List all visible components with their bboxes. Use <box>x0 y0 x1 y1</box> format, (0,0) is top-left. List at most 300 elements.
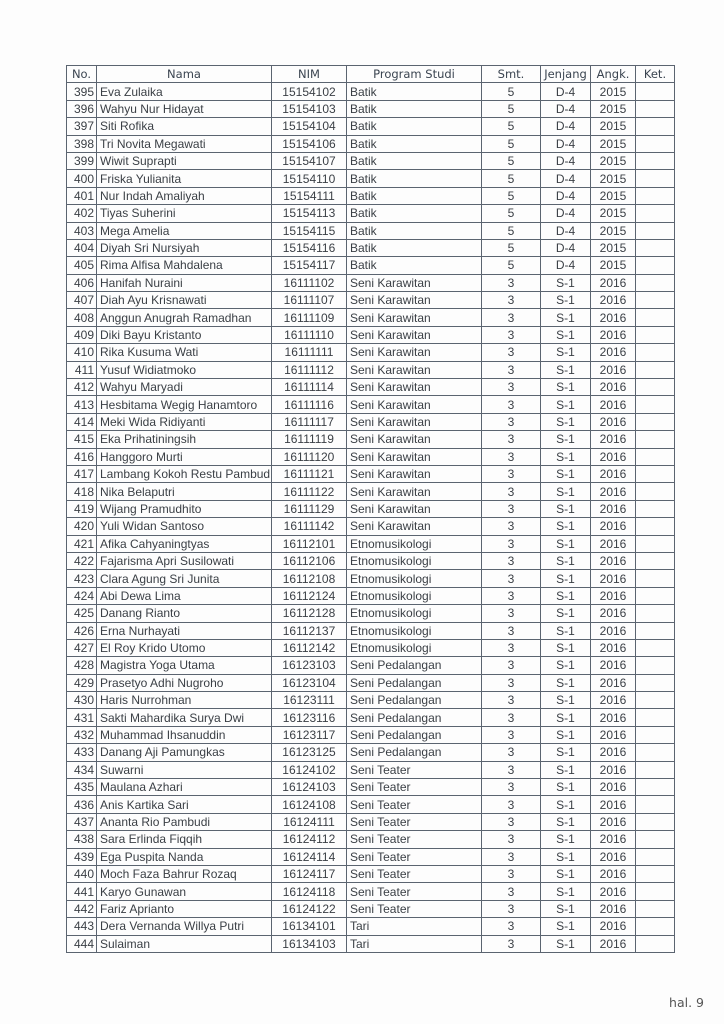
cell-program-studi: Seni Karawitan <box>347 431 482 448</box>
cell-program-studi: Etnomusikologi <box>347 535 482 552</box>
cell-smt: 3 <box>482 831 541 848</box>
cell-nama: Wahyu Nur Hidayat <box>97 100 272 117</box>
cell-angkatan: 2016 <box>591 309 636 326</box>
cell-nama: Maulana Azhari <box>97 779 272 796</box>
cell-keterangan <box>636 465 675 482</box>
cell-nama: Meki Wida Ridiyanti <box>97 413 272 430</box>
cell-nama: Karyo Gunawan <box>97 883 272 900</box>
cell-program-studi: Batik <box>347 118 482 135</box>
table-row <box>67 657 675 674</box>
cell-nim: 16124117 <box>272 865 347 882</box>
cell-angkatan: 2016 <box>591 761 636 778</box>
cell-nama: Muhammad Ihsanuddin <box>97 726 272 743</box>
cell-jenjang: D-4 <box>541 222 591 239</box>
cell-no: 409 <box>67 326 97 343</box>
cell-no: 397 <box>67 118 97 135</box>
cell-nim: 16111142 <box>272 518 347 535</box>
cell-smt: 3 <box>482 848 541 865</box>
cell-nama: Danang Rianto <box>97 605 272 622</box>
cell-jenjang: D-4 <box>541 135 591 152</box>
cell-angkatan: 2016 <box>591 657 636 674</box>
cell-nim: 16111111 <box>272 344 347 361</box>
cell-no: 399 <box>67 152 97 169</box>
cell-no: 400 <box>67 170 97 187</box>
cell-jenjang: S-1 <box>541 900 591 917</box>
cell-keterangan <box>636 413 675 430</box>
cell-no: 408 <box>67 309 97 326</box>
cell-nim: 16111107 <box>272 292 347 309</box>
cell-nama: Nika Belaputri <box>97 483 272 500</box>
cell-keterangan <box>636 883 675 900</box>
cell-keterangan <box>636 935 675 952</box>
cell-program-studi: Seni Karawitan <box>347 396 482 413</box>
cell-smt: 3 <box>482 518 541 535</box>
cell-angkatan: 2016 <box>591 465 636 482</box>
cell-angkatan: 2016 <box>591 413 636 430</box>
cell-angkatan: 2016 <box>591 796 636 813</box>
cell-nama: Diyah Sri Nursiyah <box>97 239 272 256</box>
cell-no: 440 <box>67 865 97 882</box>
cell-smt: 3 <box>482 674 541 691</box>
cell-jenjang: S-1 <box>541 657 591 674</box>
table-row <box>67 535 675 552</box>
cell-program-studi: Seni Karawitan <box>347 379 482 396</box>
cell-smt: 5 <box>482 205 541 222</box>
cell-angkatan: 2016 <box>591 935 636 952</box>
cell-jenjang: D-4 <box>541 239 591 256</box>
cell-keterangan <box>636 779 675 796</box>
cell-jenjang: S-1 <box>541 587 591 604</box>
cell-jenjang: S-1 <box>541 848 591 865</box>
cell-nim: 16124103 <box>272 779 347 796</box>
cell-nim: 15154113 <box>272 205 347 222</box>
cell-keterangan <box>636 205 675 222</box>
cell-angkatan: 2016 <box>591 779 636 796</box>
cell-keterangan <box>636 483 675 500</box>
cell-no: 421 <box>67 535 97 552</box>
cell-jenjang: S-1 <box>541 918 591 935</box>
cell-no: 424 <box>67 587 97 604</box>
cell-smt: 3 <box>482 935 541 952</box>
cell-keterangan <box>636 657 675 674</box>
cell-angkatan: 2015 <box>591 135 636 152</box>
cell-nama: Hanifah Nuraini <box>97 274 272 291</box>
cell-jenjang: S-1 <box>541 396 591 413</box>
cell-jenjang: S-1 <box>541 796 591 813</box>
cell-jenjang: S-1 <box>541 518 591 535</box>
cell-program-studi: Seni Karawitan <box>347 274 482 291</box>
cell-nim: 16123111 <box>272 692 347 709</box>
cell-no: 430 <box>67 692 97 709</box>
table-row <box>67 500 675 517</box>
cell-program-studi: Batik <box>347 239 482 256</box>
cell-jenjang: S-1 <box>541 552 591 569</box>
cell-keterangan <box>636 239 675 256</box>
cell-smt: 5 <box>482 170 541 187</box>
cell-no: 413 <box>67 396 97 413</box>
cell-program-studi: Etnomusikologi <box>347 570 482 587</box>
cell-no: 425 <box>67 605 97 622</box>
cell-nama: Sulaiman <box>97 935 272 952</box>
cell-jenjang: S-1 <box>541 883 591 900</box>
cell-smt: 3 <box>482 813 541 830</box>
cell-no: 441 <box>67 883 97 900</box>
cell-jenjang: D-4 <box>541 83 591 100</box>
cell-jenjang: D-4 <box>541 170 591 187</box>
header-angkatan: Angk. <box>591 66 636 83</box>
cell-keterangan <box>636 761 675 778</box>
cell-smt: 3 <box>482 587 541 604</box>
cell-jenjang: S-1 <box>541 744 591 761</box>
cell-nama: Rima Alfisa Mahdalena <box>97 257 272 274</box>
cell-program-studi: Batik <box>347 187 482 204</box>
cell-keterangan <box>636 83 675 100</box>
cell-keterangan <box>636 326 675 343</box>
cell-smt: 3 <box>482 639 541 656</box>
cell-program-studi: Etnomusikologi <box>347 622 482 639</box>
cell-nim: 16123103 <box>272 657 347 674</box>
cell-no: 396 <box>67 100 97 117</box>
cell-nama: Wijang Pramudhito <box>97 500 272 517</box>
cell-angkatan: 2016 <box>591 726 636 743</box>
cell-program-studi: Seni Teater <box>347 813 482 830</box>
cell-no: 418 <box>67 483 97 500</box>
cell-keterangan <box>636 152 675 169</box>
table-row <box>67 779 675 796</box>
cell-jenjang: D-4 <box>541 152 591 169</box>
cell-angkatan: 2016 <box>591 605 636 622</box>
cell-program-studi: Batik <box>347 205 482 222</box>
cell-jenjang: S-1 <box>541 379 591 396</box>
table-row <box>67 239 675 256</box>
table-row <box>67 639 675 656</box>
cell-angkatan: 2016 <box>591 535 636 552</box>
cell-angkatan: 2016 <box>591 552 636 569</box>
cell-keterangan <box>636 448 675 465</box>
cell-no: 403 <box>67 222 97 239</box>
cell-jenjang: S-1 <box>541 326 591 343</box>
cell-nama: Anis Kartika Sari <box>97 796 272 813</box>
cell-smt: 5 <box>482 239 541 256</box>
cell-nim: 16112128 <box>272 605 347 622</box>
cell-smt: 3 <box>482 570 541 587</box>
cell-angkatan: 2016 <box>591 918 636 935</box>
cell-keterangan <box>636 570 675 587</box>
cell-keterangan <box>636 813 675 830</box>
table-row <box>67 118 675 135</box>
cell-no: 401 <box>67 187 97 204</box>
cell-nim: 16111110 <box>272 326 347 343</box>
cell-no: 420 <box>67 518 97 535</box>
cell-no: 406 <box>67 274 97 291</box>
table-row <box>67 326 675 343</box>
cell-jenjang: S-1 <box>541 674 591 691</box>
cell-nama: El Roy Krido Utomo <box>97 639 272 656</box>
table-row <box>67 309 675 326</box>
cell-nim: 16111129 <box>272 500 347 517</box>
cell-angkatan: 2016 <box>591 639 636 656</box>
cell-program-studi: Seni Teater <box>347 900 482 917</box>
cell-smt: 3 <box>482 779 541 796</box>
cell-nama: Sara Erlinda Fiqqih <box>97 831 272 848</box>
cell-no: 443 <box>67 918 97 935</box>
cell-nim: 15154103 <box>272 100 347 117</box>
cell-angkatan: 2015 <box>591 152 636 169</box>
header-no: No. <box>67 66 97 83</box>
cell-nim: 15154110 <box>272 170 347 187</box>
cell-nim: 15154117 <box>272 257 347 274</box>
cell-nim: 16112137 <box>272 622 347 639</box>
header-jenjang: Jenjang <box>541 66 591 83</box>
cell-no: 435 <box>67 779 97 796</box>
cell-program-studi: Seni Teater <box>347 779 482 796</box>
cell-jenjang: S-1 <box>541 361 591 378</box>
cell-nim: 16111116 <box>272 396 347 413</box>
cell-angkatan: 2016 <box>591 396 636 413</box>
cell-program-studi: Batik <box>347 100 482 117</box>
cell-angkatan: 2016 <box>591 709 636 726</box>
cell-nim: 15154116 <box>272 239 347 256</box>
cell-nama: Siti Rofika <box>97 118 272 135</box>
cell-program-studi: Seni Teater <box>347 761 482 778</box>
cell-jenjang: S-1 <box>541 726 591 743</box>
cell-jenjang: S-1 <box>541 813 591 830</box>
cell-smt: 3 <box>482 309 541 326</box>
cell-program-studi: Etnomusikologi <box>347 639 482 656</box>
cell-smt: 3 <box>482 883 541 900</box>
cell-nim: 16124102 <box>272 761 347 778</box>
cell-no: 428 <box>67 657 97 674</box>
cell-jenjang: S-1 <box>541 761 591 778</box>
table-row <box>67 918 675 935</box>
cell-jenjang: S-1 <box>541 709 591 726</box>
cell-jenjang: S-1 <box>541 431 591 448</box>
cell-jenjang: S-1 <box>541 448 591 465</box>
cell-angkatan: 2016 <box>591 848 636 865</box>
header-smt: Smt. <box>482 66 541 83</box>
cell-nama: Abi Dewa Lima <box>97 587 272 604</box>
cell-smt: 3 <box>482 274 541 291</box>
header-keterangan: Ket. <box>636 66 675 83</box>
cell-nama: Anggun Anugrah Ramadhan <box>97 309 272 326</box>
cell-angkatan: 2015 <box>591 239 636 256</box>
cell-program-studi: Etnomusikologi <box>347 587 482 604</box>
cell-nim: 16111122 <box>272 483 347 500</box>
cell-program-studi: Seni Karawitan <box>347 292 482 309</box>
cell-keterangan <box>636 309 675 326</box>
cell-smt: 3 <box>482 605 541 622</box>
cell-smt: 3 <box>482 726 541 743</box>
cell-program-studi: Seni Karawitan <box>347 309 482 326</box>
cell-keterangan <box>636 918 675 935</box>
cell-no: 444 <box>67 935 97 952</box>
cell-jenjang: D-4 <box>541 205 591 222</box>
cell-program-studi: Batik <box>347 152 482 169</box>
header-nama: Nama <box>97 66 272 83</box>
cell-nim: 16111102 <box>272 274 347 291</box>
cell-angkatan: 2016 <box>591 622 636 639</box>
cell-program-studi: Seni Karawitan <box>347 465 482 482</box>
cell-angkatan: 2015 <box>591 187 636 204</box>
cell-smt: 3 <box>482 326 541 343</box>
cell-keterangan <box>636 605 675 622</box>
table-row <box>67 865 675 882</box>
cell-nama: Hesbitama Wegig Hanamtoro <box>97 396 272 413</box>
cell-nama: Erna Nurhayati <box>97 622 272 639</box>
cell-nama: Dera Vernanda Willya Putri <box>97 918 272 935</box>
cell-angkatan: 2016 <box>591 448 636 465</box>
table-body <box>67 83 675 953</box>
cell-no: 398 <box>67 135 97 152</box>
cell-jenjang: S-1 <box>541 465 591 482</box>
cell-jenjang: S-1 <box>541 831 591 848</box>
cell-program-studi: Seni Karawitan <box>347 326 482 343</box>
cell-nim: 15154102 <box>272 83 347 100</box>
cell-nama: Wahyu Maryadi <box>97 379 272 396</box>
cell-no: 426 <box>67 622 97 639</box>
cell-nama: Ananta Rio Pambudi <box>97 813 272 830</box>
cell-jenjang: S-1 <box>541 274 591 291</box>
cell-keterangan <box>636 292 675 309</box>
cell-program-studi: Etnomusikologi <box>347 605 482 622</box>
cell-nama: Eka Prihatiningsih <box>97 431 272 448</box>
cell-smt: 3 <box>482 396 541 413</box>
table-row <box>67 831 675 848</box>
cell-program-studi: Tari <box>347 918 482 935</box>
table-row <box>67 744 675 761</box>
cell-no: 395 <box>67 83 97 100</box>
cell-nama: Yusuf Widiatmoko <box>97 361 272 378</box>
cell-jenjang: S-1 <box>541 535 591 552</box>
cell-smt: 3 <box>482 761 541 778</box>
cell-keterangan <box>636 674 675 691</box>
cell-program-studi: Seni Karawitan <box>347 483 482 500</box>
table-row <box>67 796 675 813</box>
cell-jenjang: S-1 <box>541 605 591 622</box>
cell-smt: 5 <box>482 100 541 117</box>
table-row <box>67 692 675 709</box>
cell-angkatan: 2016 <box>591 831 636 848</box>
cell-angkatan: 2016 <box>591 813 636 830</box>
cell-angkatan: 2015 <box>591 257 636 274</box>
table-row <box>67 379 675 396</box>
table-row <box>67 935 675 952</box>
cell-smt: 3 <box>482 448 541 465</box>
cell-angkatan: 2015 <box>591 170 636 187</box>
cell-angkatan: 2016 <box>591 326 636 343</box>
cell-jenjang: D-4 <box>541 118 591 135</box>
cell-keterangan <box>636 692 675 709</box>
cell-keterangan <box>636 361 675 378</box>
cell-nim: 15154107 <box>272 152 347 169</box>
cell-keterangan <box>636 865 675 882</box>
cell-jenjang: S-1 <box>541 779 591 796</box>
cell-nim: 16111117 <box>272 413 347 430</box>
cell-no: 431 <box>67 709 97 726</box>
cell-angkatan: 2016 <box>591 518 636 535</box>
cell-angkatan: 2016 <box>591 744 636 761</box>
cell-smt: 5 <box>482 257 541 274</box>
cell-no: 412 <box>67 379 97 396</box>
cell-program-studi: Seni Karawitan <box>347 500 482 517</box>
table-row <box>67 761 675 778</box>
cell-nim: 16111120 <box>272 448 347 465</box>
cell-program-studi: Batik <box>347 83 482 100</box>
cell-angkatan: 2016 <box>591 483 636 500</box>
cell-angkatan: 2016 <box>591 379 636 396</box>
cell-keterangan <box>636 257 675 274</box>
cell-angkatan: 2016 <box>591 274 636 291</box>
cell-angkatan: 2015 <box>591 100 636 117</box>
cell-no: 423 <box>67 570 97 587</box>
cell-angkatan: 2016 <box>591 570 636 587</box>
cell-jenjang: S-1 <box>541 865 591 882</box>
cell-program-studi: Seni Pedalangan <box>347 726 482 743</box>
cell-nama: Sakti Mahardika Surya Dwi <box>97 709 272 726</box>
table-row <box>67 587 675 604</box>
cell-smt: 3 <box>482 900 541 917</box>
cell-keterangan <box>636 587 675 604</box>
cell-nama: Lambang Kokoh Restu Pambud <box>97 465 272 482</box>
cell-smt: 3 <box>482 344 541 361</box>
cell-nama: Ega Puspita Nanda <box>97 848 272 865</box>
cell-nim: 16134101 <box>272 918 347 935</box>
cell-jenjang: S-1 <box>541 413 591 430</box>
table-row <box>67 100 675 117</box>
cell-nama: Nur Indah Amaliyah <box>97 187 272 204</box>
cell-program-studi: Seni Pedalangan <box>347 657 482 674</box>
cell-nim: 16124112 <box>272 831 347 848</box>
cell-nim: 16112142 <box>272 639 347 656</box>
cell-program-studi: Batik <box>347 257 482 274</box>
cell-angkatan: 2016 <box>591 292 636 309</box>
page-number: hal. 9 <box>669 995 704 1010</box>
student-list-table <box>66 65 675 953</box>
cell-nim: 16124111 <box>272 813 347 830</box>
cell-angkatan: 2016 <box>591 883 636 900</box>
cell-keterangan <box>636 709 675 726</box>
table-row <box>67 205 675 222</box>
cell-nim: 16124108 <box>272 796 347 813</box>
table-row <box>67 292 675 309</box>
table-row <box>67 552 675 569</box>
table-row <box>67 883 675 900</box>
cell-no: 439 <box>67 848 97 865</box>
cell-no: 407 <box>67 292 97 309</box>
cell-keterangan <box>636 848 675 865</box>
cell-nim: 15154115 <box>272 222 347 239</box>
cell-jenjang: S-1 <box>541 483 591 500</box>
cell-keterangan <box>636 170 675 187</box>
cell-keterangan <box>636 900 675 917</box>
cell-no: 411 <box>67 361 97 378</box>
table-row <box>67 396 675 413</box>
cell-keterangan <box>636 187 675 204</box>
cell-angkatan: 2015 <box>591 118 636 135</box>
cell-smt: 5 <box>482 222 541 239</box>
cell-program-studi: Etnomusikologi <box>347 552 482 569</box>
cell-no: 434 <box>67 761 97 778</box>
cell-nama: Haris Nurrohman <box>97 692 272 709</box>
cell-smt: 3 <box>482 622 541 639</box>
cell-nama: Moch Faza Bahrur Rozaq <box>97 865 272 882</box>
cell-angkatan: 2016 <box>591 674 636 691</box>
table-row <box>67 274 675 291</box>
cell-nim: 16124114 <box>272 848 347 865</box>
cell-no: 437 <box>67 813 97 830</box>
cell-nama: Eva Zulaika <box>97 83 272 100</box>
cell-no: 417 <box>67 465 97 482</box>
